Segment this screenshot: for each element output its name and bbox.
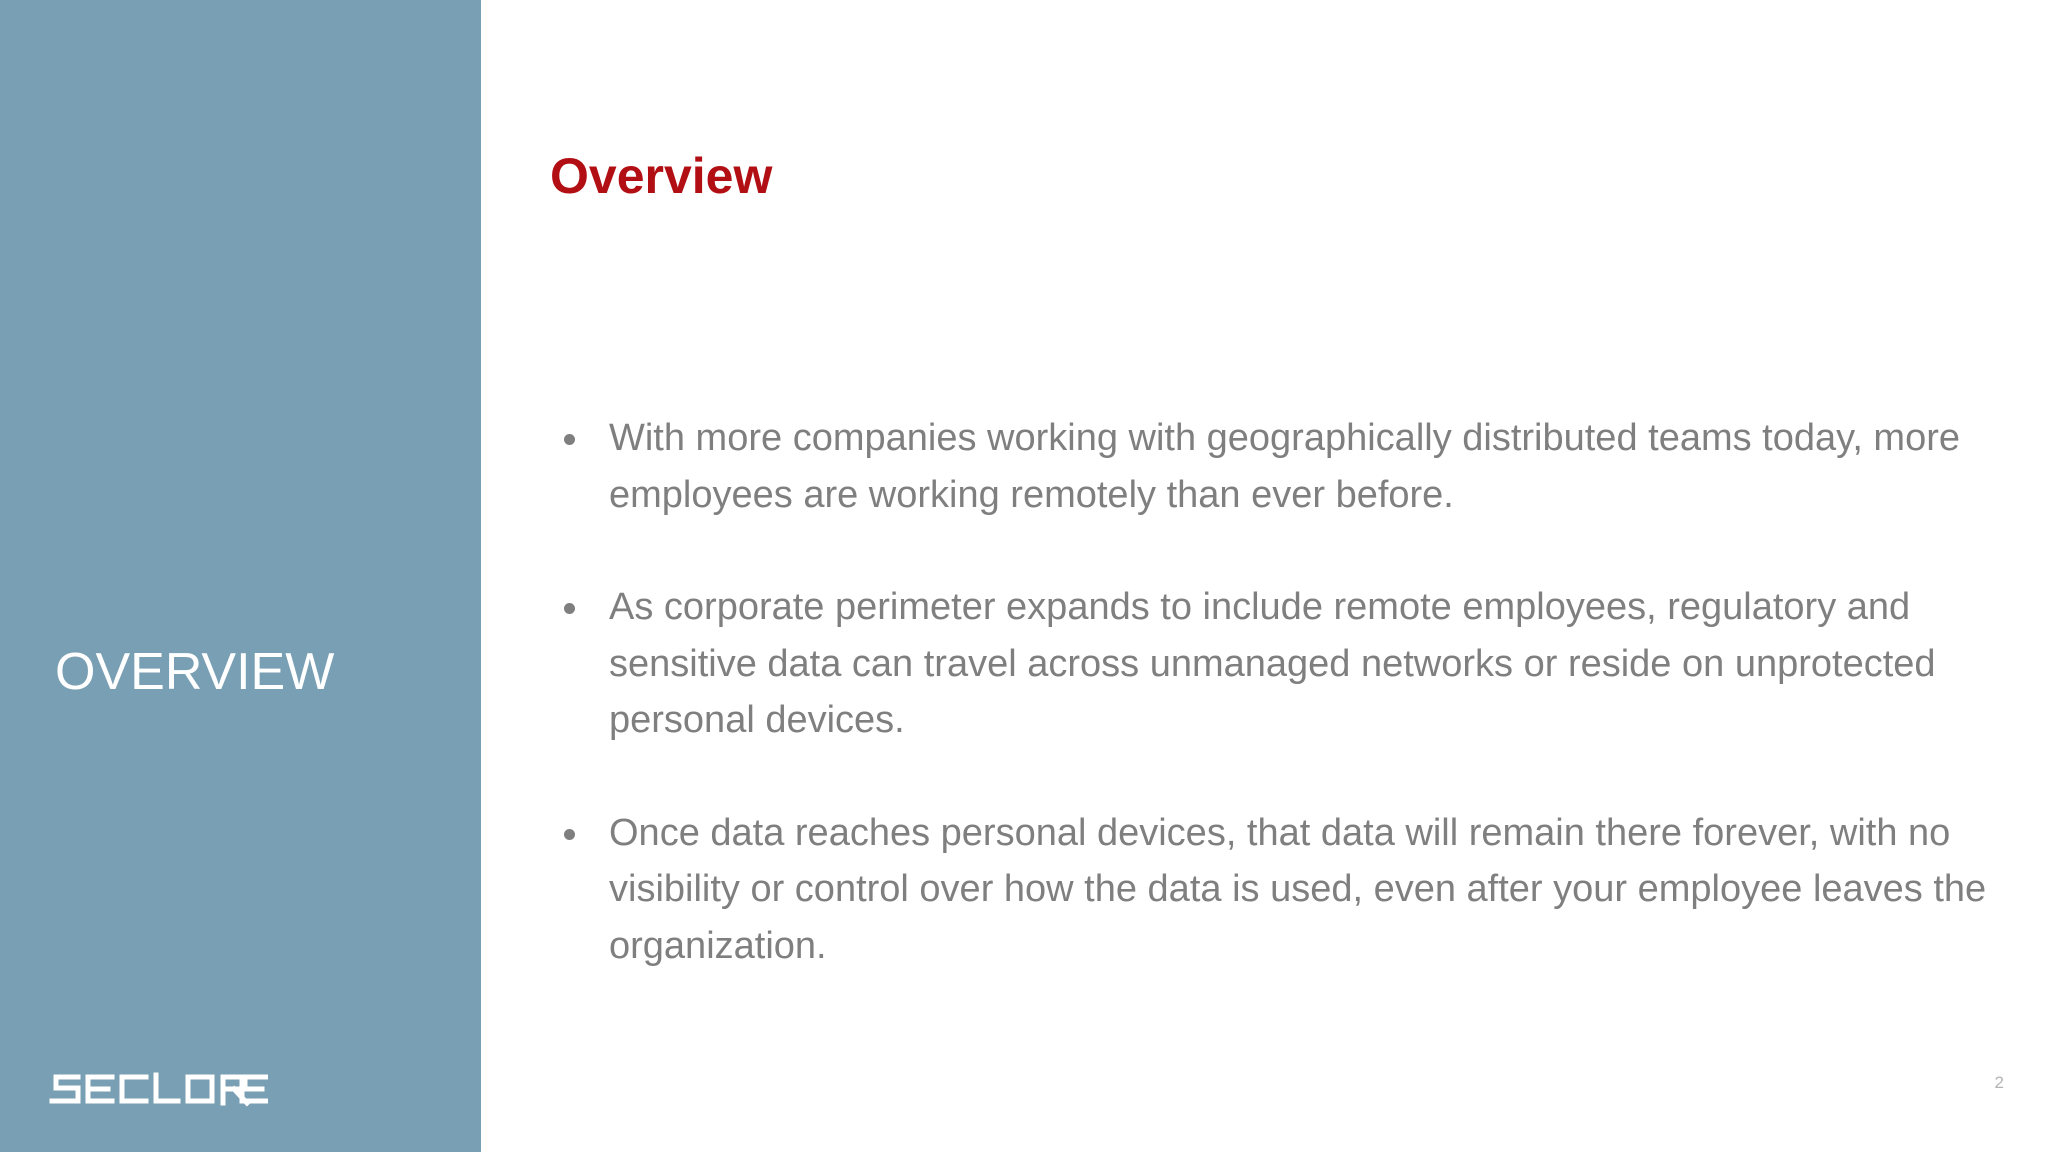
seclore-logo: [48, 1069, 268, 1109]
bullet-icon: [564, 603, 575, 614]
bullet-icon: [564, 434, 575, 445]
bullet-text: With more companies working with geographically distributed teams today, more employees are working remotely than ever before.: [609, 417, 1961, 516]
bullet-text: Once data reaches personal devices, that data will remain there forever, with no visibility or control over how the data is used, even after your employee leaves the organization.: [609, 811, 1987, 967]
bullet-icon: [564, 829, 575, 840]
section-label: OVERVIEW: [55, 643, 335, 701]
page-title: Overview: [550, 148, 773, 204]
list-item: [550, 805, 1990, 975]
list-item: [550, 579, 1990, 749]
sidebar-panel: [0, 0, 481, 1152]
list-item: [550, 410, 1990, 523]
page-number: 2: [1994, 1073, 2004, 1092]
bullet-text: As corporate perimeter expands to include remote employees, regulatory and sensitive data can travel across unmanaged networks or reside on unprotected personal devices.: [609, 586, 1936, 741]
bullet-list: [550, 410, 1990, 1030]
